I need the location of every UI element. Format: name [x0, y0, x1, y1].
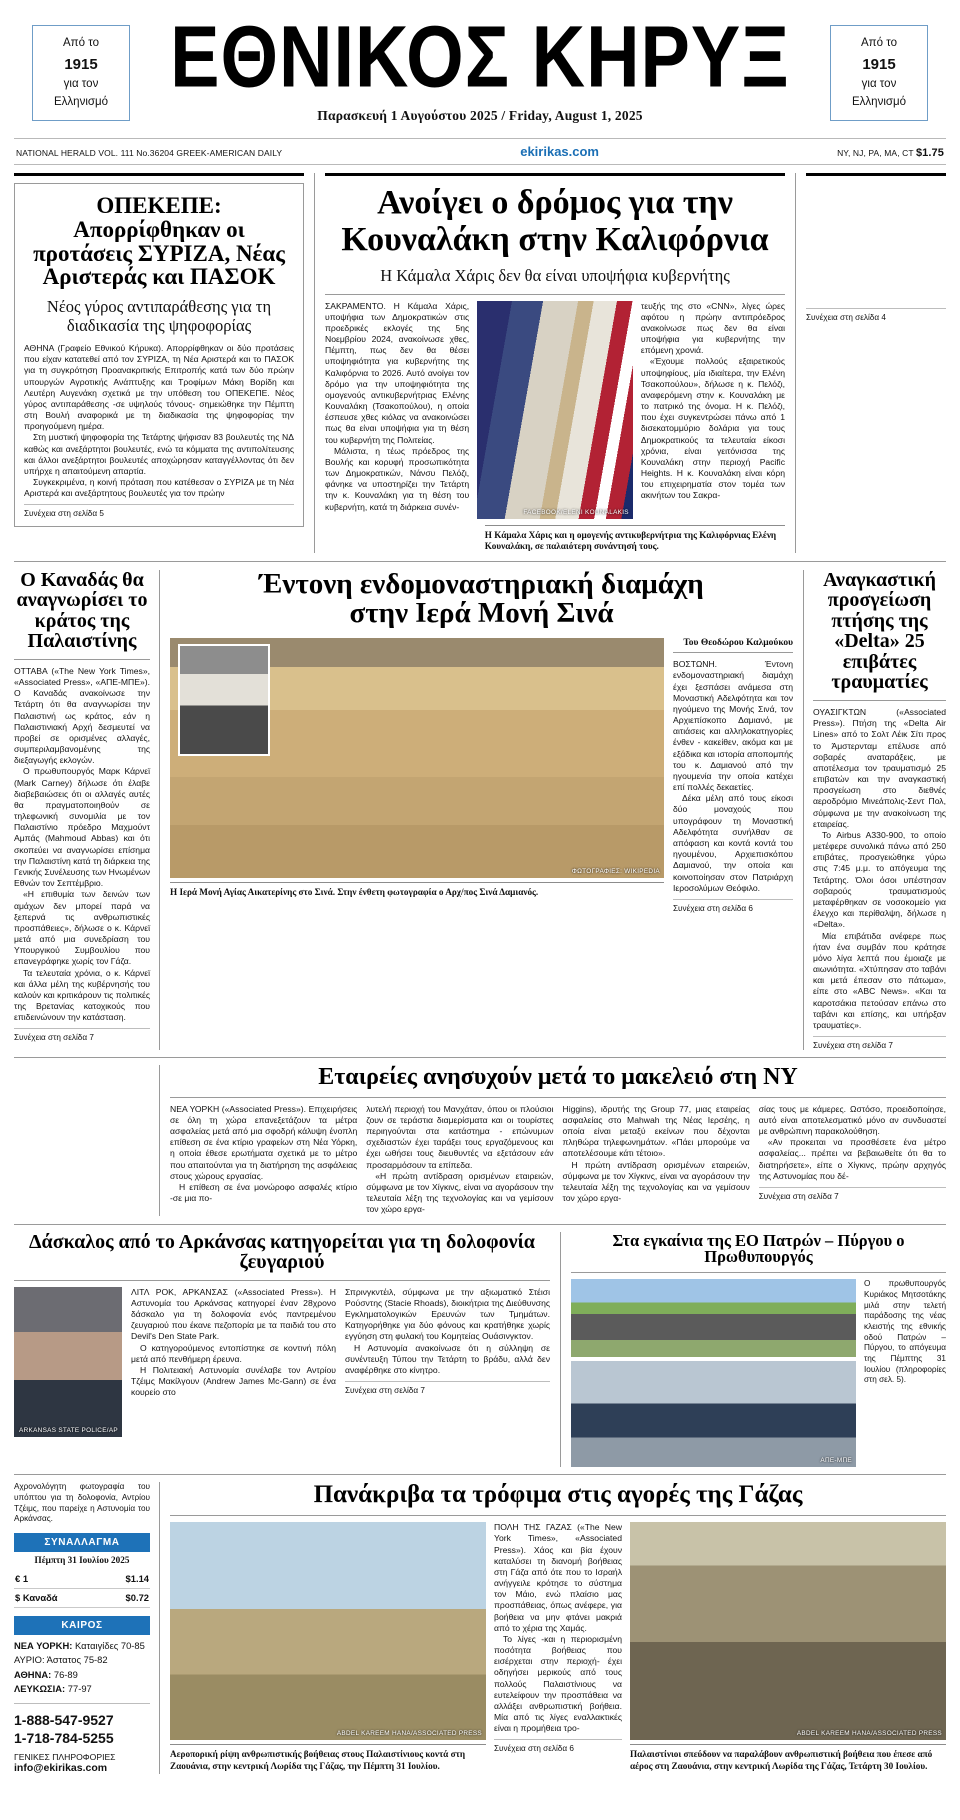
ny-p7: σίας τους με κάμερες. Ωστόσο, προειδοποίησε, αυτό είναι αποτελεσματικό μόνο αν συνδυαστεί με ανθρώπινη παρακολούθηση.: [758, 1103, 946, 1137]
ny-shooting-columns: [170, 1104, 946, 1216]
weather-city-tomorrow: ΑΥΡΙΟ:: [14, 1654, 45, 1666]
patras-road-photo: [571, 1279, 856, 1357]
divider-thick: [14, 173, 304, 176]
patras-pm-photo: [571, 1361, 856, 1467]
weather-cond-tomorrow: Άστατος 75-82: [44, 1654, 108, 1666]
gaza-airdrop-photo: [170, 1522, 486, 1740]
canada-article: [14, 570, 159, 1051]
sinai-headline-l2: στην Ιερά Μονή Σινά: [349, 597, 614, 630]
gaza-content: [170, 1522, 946, 1772]
patras-caption-col: [864, 1279, 946, 1467]
gaza-photo-right-wrap: [630, 1522, 946, 1772]
gaza-text-col: [494, 1522, 622, 1772]
kamala-sidebar-column: [796, 173, 946, 552]
ark-p2: Ο κατηγορούμενος εντοπίστηκε σε κοντινή πόλη μετά από πενθήμερη έρευνα.: [131, 1342, 336, 1364]
opekepe-article: [14, 173, 314, 552]
gaza-caption-left: Αεροπορική ρίψη ανθρωπιστικής βοήθειας στους Παλαιστίνιους κοντά στη Ζαουάνια, στην κεντρική Λωρίδα της Γάζας, την Πέμπτη 31 Ιουλίου.: [170, 1744, 486, 1772]
canada-body: [14, 666, 150, 1024]
kamala-col-3: [641, 301, 785, 519]
weather-cond-nicosia: 77-97: [65, 1682, 92, 1694]
divider-thin-4: [170, 1097, 946, 1098]
top-news-block: [14, 173, 946, 552]
gaza-p2: Το λίγες -και η περιορισμένη ποσότητα βοήθειας που εισέρχεται στην περιοχή- έχει οδηγήσει μερικούς από τους πολλούς Παλαιστίνιους να ευτελείφουν την προσπάθεια να αλλάξει ανθρωπιστική βοήθεια. Μία από τις λίγες εναλλακτικές είναι η προμήθεια τρο-: [494, 1633, 622, 1734]
ny-col-2: [366, 1104, 553, 1216]
delta-article: [804, 570, 946, 1051]
weather-row-ny: [14, 1639, 150, 1653]
weather-cond-athens: 76-89: [51, 1668, 78, 1680]
arkansas-caption-wrap: [14, 1482, 150, 1525]
sinai-p2: Δέκα μέλη από τους είκοσι δύο μοναχούς που υπογράφουν τη Μοναστική Αδελφότητα συνήλθαν σε απόφαση και κοντά κοντά του ηγουμένου, Αρχιεπισκόπου Δαμιανού, την οποία και κοινοποίησαν στον Πατριάρχη Ιεροσολύμων Θεόφιλο.: [673, 793, 793, 893]
price-states: NY, NJ, PA, MA, CT: [837, 148, 916, 159]
publication-info: NATIONAL HERALD VOL. 111 No.36204 GREEK-AMERICAN DAILY: [16, 148, 283, 159]
weather-city-nicosia: ΛΕΥΚΩΣΙΑ:: [14, 1682, 66, 1694]
currency-box-header: ΣΥΝΑΛΛΑΓΜΑ: [14, 1533, 150, 1552]
arkansas-col-2: [345, 1287, 550, 1437]
ny-jump[interactable]: Συνέχεια στη σελίδα 7: [759, 1187, 946, 1201]
patras-photo-credit: ΑΠΕ-ΜΠΕ: [820, 1457, 852, 1465]
canada-p4: Τα τελευταία χρόνια, ο κ. Κάρνεϊ και άλλα μέλη της κυβέρνησής του καλούν και κριτικάρουν τις πολιτικές της Βρετανίας κατοχικούς που επιδεινώνουν την κατάσταση.: [14, 967, 150, 1023]
currency-rows: [14, 1570, 150, 1608]
weather-rows: [14, 1635, 150, 1695]
currency-label-cad: $ Καναδά: [15, 1592, 58, 1604]
arkansas-headline: Δάσκαλος από το Αρκάνσας κατηγορείται για τη δολοφονία ζευγαριού: [29, 1230, 535, 1274]
canada-p3: «Η επιθυμία των δεινών των αμάχων δεν μπορεί παρά να ξεπερνά τις ανθρωπιστικές προσπάθειες», δήλωσε ο κ. Κάρνεϊ μετά από μια συνεδρίαση του Υπουργικού Συμβουλίου που επανεγράφηκε χωρίς τον Γάζα.: [14, 889, 150, 967]
canada-p2: Ο πρωθυπουργός Μαρκ Κάρνεϊ (Mark Carney) δήλωσε ότι έλαβε διαβεβαιώσεις ότι οι αλλαγές αυτές θα πραγματοποιηθούν σε τηλεφωνική συνομιλία με τον Παλαιστίνιο πρόεδρο Μαχμούντ Αμπάς (Mahmoud Abbas) και ότι σκοπεύει να αναγνωρίσει επίσημα την Παλαιστίνη κατά τη διάρκεια της Γενικής Συνέλευσης των Ηνωμένων Εθνών τον Σεπτέμβριο.: [14, 766, 150, 889]
opekepe-box: [14, 183, 304, 527]
ny-p3: λυτελή περιοχή του Μανχάταν, όπου οι πλούσιοι ζουν σε τεράστια διαμερίσματα και οι τουρίστες περιηγούνται στα κατάστημα - επώνυμων σχεδιαστών έχει ταράξει τους εργαζόμενους και έχει ωθήσει τους διευθυντές να εξετάσουν εάν προσαρμόσουν τα επίπεδα.: [366, 1103, 554, 1170]
sinai-headline-l1: Έντονη ενδομοναστηριακή διαμάχη: [259, 567, 704, 600]
kamala-headline-l2: Κουναλάκη στην Καλιφόρνια: [341, 220, 769, 258]
ark-p5: Η Αστυνομία ανακοίνωσε ότι η σύλληψη σε συνέντευξη Τύπου την Τετάρτη το βράδυ, αλλά δεν αναφέρθηκε στο κίνητρο.: [345, 1342, 550, 1375]
ark-p1: ΛΙΤΛ ΡΟΚ, ΑΡΚΑΝΣΑΣ («Associated Press»). Η Αστυνομία του Αρκάνσας κατηγορεί έναν 28χρονο δάσκαλο για τη δολοφονία ενός παντρεμένου ζευγαριού που έκανε πεζοπορία με τα παιδιά του στο Devil's Den State Park.: [131, 1286, 336, 1342]
weather-row-nicosia: [14, 1682, 150, 1696]
patras-caption: Ο πρωθυπουργός Κυριάκος Μητσοτάκης μιλά στην τελετή παράδοσης της νέας κλειστής της εθνικής οδού Πατρών – Πύργου, το απόγευμα της Πέμπτης 31 Ιουλίου (πληροφορίες στη σελ. 5).: [864, 1279, 946, 1385]
kamala-p1: ΣΑΚΡΑΜΕΝΤΟ. Η Κάμαλα Χάρις, υποψήφια των Δημοκρατικών στις προεδρικές εκλογές της 5ης Νοεμβρίου 2024, ανακοίνωσε χθες, Πέμπτη, πως δεν θα θέσει υποψηφιότητα για κυβερνήτης της Καλιφόρνια το 2026. Αυτό ανοίγει τον δρόμο για την υποψηφιότητα της ομογενούς αντικυβερνήτριας Ελένης Κουναλάκη (Τσακοπούλου), η οποία έσπευσε χθες κιόλας να ανακοινώσει πως θα είναι υποψήφια για τη θέση του κυβερνήτη της Πολιτείας.: [325, 300, 470, 445]
divider-thin-6: [571, 1272, 946, 1273]
kamala-photo-col: [477, 301, 633, 519]
masthead: [14, 0, 946, 128]
arkansas-content: [14, 1287, 550, 1437]
weather-box-header: ΚΑΙΡΟΣ: [14, 1616, 150, 1635]
ark-p3: Η Πολιτειακή Αστυνομία συνέλαβε τον Αντρίου Τζέιμς Μακίλγουν (Andrew James Mc-Gann) σε ένα κουρείο στο: [131, 1364, 336, 1398]
arkansas-jump[interactable]: Συνέχεια στη σελίδα 7: [345, 1381, 550, 1395]
kamala-photo: [477, 301, 633, 519]
ny-shooting-article: [159, 1065, 946, 1215]
ny-p2: Η επίθεση σε ένα μονώροφο ασφαλές κτίριο -σε μια πο-: [170, 1181, 358, 1204]
kamala-caption: Η Κάμαλα Χάρις και η ομογενής αντικυβερνήτρια της Καλιφόρνιας Ελένη Κουναλάκη, σε παλαιότερη συνάντησή τους.: [485, 525, 785, 553]
currency-row: [14, 1570, 150, 1589]
paper-title: ΕΘΝΙΚΟΣ ΚΗΡΥΞ: [170, 7, 790, 106]
gaza-headline: Πανάκριβα τα τρόφιμα στις αγορές της Γάζας: [313, 1481, 803, 1509]
general-info-email[interactable]: info@ekirikas.com: [14, 1762, 108, 1775]
since-label-bottom: Ελληνισμό: [54, 95, 108, 108]
phone-local[interactable]: 1-718-784-5255: [14, 1729, 114, 1746]
ny-p1: ΝΕΑ ΥΟΡΚΗ («Associated Press»). Επιχειρήσεις σε όλη τη χώρα επανεξετάζουν τα μέτρα ασφαλείας μετά από μια σφοδρή κάλυψη ένοπλη επίθεση σε ένα κτίριο γραφείων στη Νέα Υόρκη, η οποία έθεσε ερωτήματα σχετικά με το μέτρο που απαιτούνται για τη διατήρηση της ασφάλειας στους χώρους εργασίας.: [170, 1103, 358, 1181]
ny-col-1: [170, 1104, 357, 1216]
general-info: [14, 1752, 150, 1774]
currency-value-eur: $1.14: [125, 1573, 149, 1585]
opekepe-body: [24, 343, 294, 499]
info-sidebar: [14, 1482, 159, 1774]
gaza-article: [159, 1482, 946, 1774]
opekepe-p1: ΑΘΗΝΑ (Γραφείο Εθνικού Κήρυκα). Απορρίφθηκαν οι δύο προτάσεις που είχαν κατατεθεί από τον ΣΥΡΙΖΑ, τη Νέα Αριστερά και το ΠΑΣΟΚ για τη συγκρότηση Προανακριτικής Επιτροπής κατά των δύο πρώην υπουργών Αγροτικής Ανάπτυξης και Τροφίμων Μάκη Βορίδη και Λευτέρη Αυγενάκη σχετικά με την υπόθεση του ΟΠΕΚΕΠΕ. Νέος γύρος αντιπαράθεσης -σε υψηλούς τόνους- σημειώθηκε την Πέμπτη στη Βουλή αναφορικά με τη διαδικασία της ψηφοφορίας την προηγούμενη ημέρα.: [24, 342, 294, 432]
weather-cond-ny: Καταιγίδες 70-85: [72, 1640, 145, 1652]
currency-value-cad: $0.72: [125, 1592, 149, 1604]
ny-shooting-block: [14, 1057, 946, 1215]
masthead-title-wrap: [130, 7, 830, 124]
website-link[interactable]: ekirikas.com: [520, 144, 599, 160]
weather-city-athens: ΑΘΗΝΑ:: [14, 1668, 52, 1680]
canada-p1: ΟΤΤΑΒΑ («The New York Times», «Associated Press», «ΑΠΕ-ΜΠΕ»). Ο Καναδάς ανακοίνωσε την Τετάρτη ότι θα αναγνωρίσει την Παλαιστινή ως κράτος, εάν η Παλαιστινιακή Αρχή δεσμευτεί να προβεί σε ορισμένες αλλαγές, συμπεριλαμβανομένης της διεξαγωγής εκλογών.: [14, 665, 150, 766]
since-year-2: 1915: [862, 55, 896, 73]
ny-col-4: [759, 1104, 946, 1216]
paper-date: Παρασκευή 1 Αυγούστου 2025 / Friday, August 1, 2025: [317, 108, 643, 124]
kamala-headline-l1: Ανοίγει ο δρόμος για την: [377, 184, 733, 222]
ny-p5: Higgins), ιδρυτής της Group 77, μιας εταιρείας ασφαλείας στο Mahwah της Νέας Ιερσέης, η οποία είναι μεταξύ εκείνων που δέχονται πληθώρα τηλεφωνημάτων. «Πάει μπορούμε να αποτελέσουμε κάτι τέτοιο».: [562, 1103, 750, 1159]
sinai-jump[interactable]: Συνέχεια στη σελίδα 6: [673, 899, 793, 913]
divider-thin-3: [813, 700, 946, 701]
canada-jump[interactable]: Συνέχεια στη σελίδα 7: [14, 1028, 150, 1042]
kamala-col-1: [325, 301, 469, 519]
since-label-mid: για τον: [63, 77, 99, 90]
general-info-label: ΓΕΝΙΚΕΣ ΠΛΗΡΟΦΟΡΙΕΣ: [14, 1752, 116, 1763]
arkansas-photo-credit: ARKANSAS STATE POLICE/AP: [19, 1426, 118, 1434]
sinai-headline: [170, 567, 793, 630]
ny-spacer-left: [14, 1065, 159, 1215]
ny-p4: «Η πρώτη αντίδραση ορισμένων εταιρειών, σύμφωνα με τον Χίγκινς, είναι να αγοράσουν την τελευταία λέξη της τεχνολογίας και να γεμίσουν τον χώρο εργα-: [366, 1170, 554, 1215]
kamala-p2: Μάλιστα, η τέως πρόεδρος της Βουλής και κορυφή προσωπικότητα των Δημοκρατικών, Νάνσυ Πελόζι, φάνηκε να υποστηρίζει την Τετάρτη την κ. Κουναλάκη για τη θέση του κυβερνήτη, κατά τη διάρκεια συνέν-: [325, 445, 470, 512]
divider-thin-2: [14, 659, 150, 660]
kamala-headline: [325, 185, 785, 258]
weather-row-athens: [14, 1668, 150, 1682]
ark-p4: Σπρινγκντέιλ, σύμφωνα με την αξιωματικό Στέισι Ρούσντης (Stacie Rhoads), διοικήτρια της Διεύθυνσης Εγκληματολογικών Ερευνών των Τμημάτων. Κατηγορήθηκε για δύο φόνους και κρατήθηκε χωρίς εγγύηση στη φυλακή του Κομητείας Ουάσινγκτον.: [345, 1286, 550, 1342]
since-label-mid-2: για τον: [861, 77, 897, 90]
sinai-monk-inset-photo: [178, 644, 270, 756]
kamala-article: [314, 173, 796, 552]
delta-p2: Το Airbus A330-900, το οποίο μετέφερε συνολικά πάνω από 250 επιβάτες, προσγειώθηκε γύρω στις 7:45 μ.μ. το απόγευμα της Τετάρτης. Όλοι όσοι υπέστησαν σοβαρούς τραυματισμούς μεταφέρθηκαν σε νοσοκομείο για έλεγχο και περίθαλψη, δήλωσε η «Delta».: [813, 829, 946, 930]
kamala-subhead: Η Κάμαλα Χάρις δεν θα είναι υποψήφια κυβερνήτης: [380, 266, 730, 286]
since-label-top-2: Από το: [861, 36, 897, 49]
arkansas-caption: Αχρονολόγητη φωτογραφία του υπόπτου για τη δολοφονία, Αντρίου Τζέιμς, που παρείχε η Αστυνομία του Αρκάνσας.: [14, 1482, 150, 1524]
sinai-caption: Η Ιερά Μονή Αγίας Αικατερίνης στο Σινά. Στην ένθετη φωτογραφία ο Αρχ/πος Σινά Δαμιανός.: [170, 882, 664, 899]
phone-toll-free[interactable]: 1-888-547-9527: [14, 1711, 114, 1728]
arkansas-col-1: [131, 1287, 336, 1437]
opekepe-headline: ΟΠΕΚΕΠΕ: Απορρίφθηκαν οι προτάσεις ΣΥΡΙΖΑ, Νέας Αριστεράς και ΠΑΣΟΚ: [33, 193, 285, 290]
delta-body: [813, 707, 946, 1031]
gaza-photo-credit-left: ABDEL KAREEM HANA/ASSOCIATED PRESS: [336, 1730, 482, 1738]
sinai-byline: Του Θεοδώρου Καλμούκου: [673, 638, 793, 653]
gaza-jump[interactable]: Συνέχεια στη σελίδα 6: [494, 1739, 622, 1753]
canada-headline: Ο Καναδάς θα αναγνωρίσει το κράτος της Παλαιστίνης: [16, 568, 148, 653]
gaza-photo-left-wrap: [170, 1522, 486, 1772]
ny-col-3: [563, 1104, 750, 1216]
opekepe-p3: Συγκεκριμένα, η κοινή πρόταση που κατέθεσαν ο ΣΥΡΙΖΑ με τη Νέα Αριστερά και ανεξάρτητους βουλευτές για τον πρώην: [24, 477, 294, 499]
divider-thin-7: [170, 1515, 946, 1516]
masthead-info-bar: [14, 138, 946, 165]
since-label-bottom-2: Ελληνισμό: [852, 95, 906, 108]
kamala-caption-row: [325, 521, 785, 553]
gaza-caption-right: Παλαιστίνιοι σπεύδουν να παραλάβουν ανθρωπιστική βοήθεια που έπεσε από αέρος στη Ζαουάνια, στην κεντρική Λωρίδα της Γάζας, Τετάρτη 30 Ιουλίου.: [630, 1744, 946, 1772]
currency-date: Πέμπτη 31 Ιουλίου 2025: [34, 1555, 130, 1566]
kamala-columns: [325, 301, 785, 519]
delta-jump[interactable]: Συνέχεια στη σελίδα 7: [813, 1036, 946, 1050]
kamala-jump[interactable]: Συνέχεια στη σελίδα 4: [806, 308, 946, 322]
weather-city-ny: ΝΕΑ ΥΟΡΚΗ:: [14, 1640, 73, 1652]
ny-p6: Η πρώτη αντίδραση ορισμένων εταιρειών, σύμφωνα με τον Χίγκινς, είναι να αγοράσουν την τελευταία λέξη της τεχνολογίας και να γεμίσουν τον χώρο εργα-: [562, 1159, 750, 1204]
contact-phones: [14, 1703, 150, 1747]
since-badge-right: [830, 25, 928, 122]
patras-article: [561, 1232, 946, 1468]
divider-thin: [325, 294, 785, 295]
arkansas-suspect-photo: [14, 1287, 122, 1437]
sinai-photo-wrap: [170, 638, 664, 913]
sinai-article: [159, 567, 804, 1051]
arkansas-photo-wrap: [14, 1287, 122, 1437]
patras-headline: Στα εγκαίνια της ΕΟ Πατρών – Πύργου ο Πρωθυπουργός: [612, 1230, 905, 1267]
divider-thin-5: [14, 1280, 550, 1281]
sinai-p1: ΒΟΣΤΩΝΗ. Έντονη ενδομοναστηριακή διαμάχη έχει ξεσπάσει ανάμεσα στη Μοναστική Αδελφότητα και τον ηγούμενο της Μονής Σινά, τον Αρχιεπίσκοπο Δαμιανό, με αιτιάσεις και αλληλοκατηγορίες ένθεν - κακείθεν, ακόμα και με εξάδικα και ιστορία αποπομπής του κ. Δαμιανού από την ηγουμενία την οποία κατέχει επί πολλές δεκαετίες.: [673, 659, 793, 793]
sinai-content: [170, 638, 793, 913]
divider-thick-3: [806, 173, 946, 176]
delta-p3: Μία επιβάτιδα ανέφερε πως ήταν ένα συμβάν που κράτησε μόνο λίγα λεπτά που έμοιαζε με αιωνιότητα. «Χτύπησαν στο ταβάνι και μετά έπεσαν στο πάτωμα», είπε στο «ABC News». «Και τα καροτσάκια πετούσαν επάνω στο ταβάνι και επίσης, και υπήρξαν τραυματίες».: [813, 930, 946, 1030]
weather-row-tomorrow: [14, 1653, 150, 1667]
since-label-top: Από το: [63, 36, 99, 49]
kamala-photo-credit: FACEBOOK/ELENI KOUNALAKIS: [523, 508, 629, 516]
delta-p1: ΟΥΑΣΙΓΚΤΩΝ («Associated Press»). Πτήση της «Delta Air Lines» από το Σολτ Λέικ Σίτι προς το Άμστερνταμ επέλυσε από σοβαρές αναταράξεις, με αποτέλεσμα τον τραυματισμό 25 επιβατών και την αναγκαστική προσγείωση στο διεθνές αεροδρόμιο Μινεάπολις-Σεντ Πολ, σύμφωνα με την ανακοίνωση της εταιρείας.: [813, 707, 946, 829]
opekepe-jump[interactable]: Συνέχεια στη σελίδα 5: [24, 504, 294, 518]
sinai-photo-credit: ΦΩΤΟΓΡΑΦΙΕΣ: WIKIPEDIA: [571, 868, 660, 876]
price-info: [837, 147, 944, 159]
currency-row: [14, 1589, 150, 1608]
divider-thick-2: [325, 173, 785, 176]
third-news-block: [14, 1224, 946, 1468]
bottom-news-block: [14, 1474, 946, 1774]
gaza-photo-credit-right: ABDEL KAREEM HANA/ASSOCIATED PRESS: [796, 1730, 942, 1738]
second-news-block: [14, 561, 946, 1051]
gaza-p1: ΠΟΛΗ ΤΗΣ ΓΑΖΑΣ («The New York Times», «Associated Press»). Χάος και βία έχουν καταλύσει τη διανομή βοήθειας στη Γάζα από ότε που το Ισραήλ ανήγγειλε κρότησε το σύστημα τον Μάιο, ενώ πλαίσιο μας προσπάθειας, όπως ανέφερε, για βοήθεια να μην φτάνει μακριά από το χέρια της Χαμάς.: [494, 1522, 622, 1633]
patras-photos: [571, 1279, 856, 1467]
gaza-crowd-photo: [630, 1522, 946, 1740]
currency-label-eur: € 1: [15, 1573, 29, 1585]
opekepe-p2: Στη μυστική ψηφοφορία της Τετάρτης ψήφισαν 83 βουλευτές της ΝΔ καθώς και ανεξάρτητοι βουλευτές, ενώ τα κόμματα της αντιπολίτευσης και άλλοι ανεξάρτητοι βουλευτές αποχώρησαν καταγγέλλοντας ότι δεν υπήρχε η απαιτούμενη απαρτία.: [24, 432, 294, 476]
sinai-text-col: [673, 638, 793, 913]
ny-p8: «Αν προκειται να προσθέσετε ένα μέτρο ασφαλείας... πρέπει να βεβαιωθείτε ότι θα το διατηρήσετε», είπε ο Χίγκινς, πρώην αρχηγός της Αστυνομίας που δέ-: [758, 1137, 946, 1181]
delta-headline: Αναγκαστική προσγείωση πτήσης της «Delta» 25 επιβάτες τραυματίες: [823, 568, 936, 694]
opekepe-subhead: Νέος γύρος αντιπαράθεσης για τη διαδικασία της ψηφοφορίας: [46, 297, 272, 335]
since-year: 1915: [64, 55, 98, 73]
arkansas-article: [14, 1232, 561, 1468]
since-badge-left: [32, 25, 130, 122]
kamala-p4: «Έχουμε πολλούς εξαιρετικούς υποψηφίους, μία ιδιαίτερα, την Ελένη Τσακοπούλου», δήλωσε η κ. Πελόζι, αναφερόμενη στην κ. Κουναλάκη με το πατρικό της όνομα. Η κ. Πελόζι, που έχει συγκεντρώσει πάνω από 1 δισεκατομμύριο δολάρια για τους Δημοκρατικούς τα τελευταία είκοσι χρόνια, είναι γειτόνισσα της Κουναλάκη στην περιοχή Pacific Heights. Η κ. Κουναλάκη είναι κόρη του επιχειρηματία στον τομέα των ακινήτων του Σακρα-: [640, 356, 786, 501]
patras-content: [571, 1279, 946, 1467]
sinai-monastery-photo: [170, 638, 664, 878]
ny-shooting-headline: Εταιρείες ανησυχούν μετά το μακελειό στη ΝΥ: [318, 1064, 798, 1091]
price-value: $1.75: [915, 147, 944, 160]
kamala-p3: τευξής της στο «CNN», λίγες ώρες αφότου η πρώην αντιπρόεδρος ανακοίνωσε πως δεν θα είναι υποψήφια για κυβερνήτης την επόμενη χρονιά.: [640, 300, 786, 356]
